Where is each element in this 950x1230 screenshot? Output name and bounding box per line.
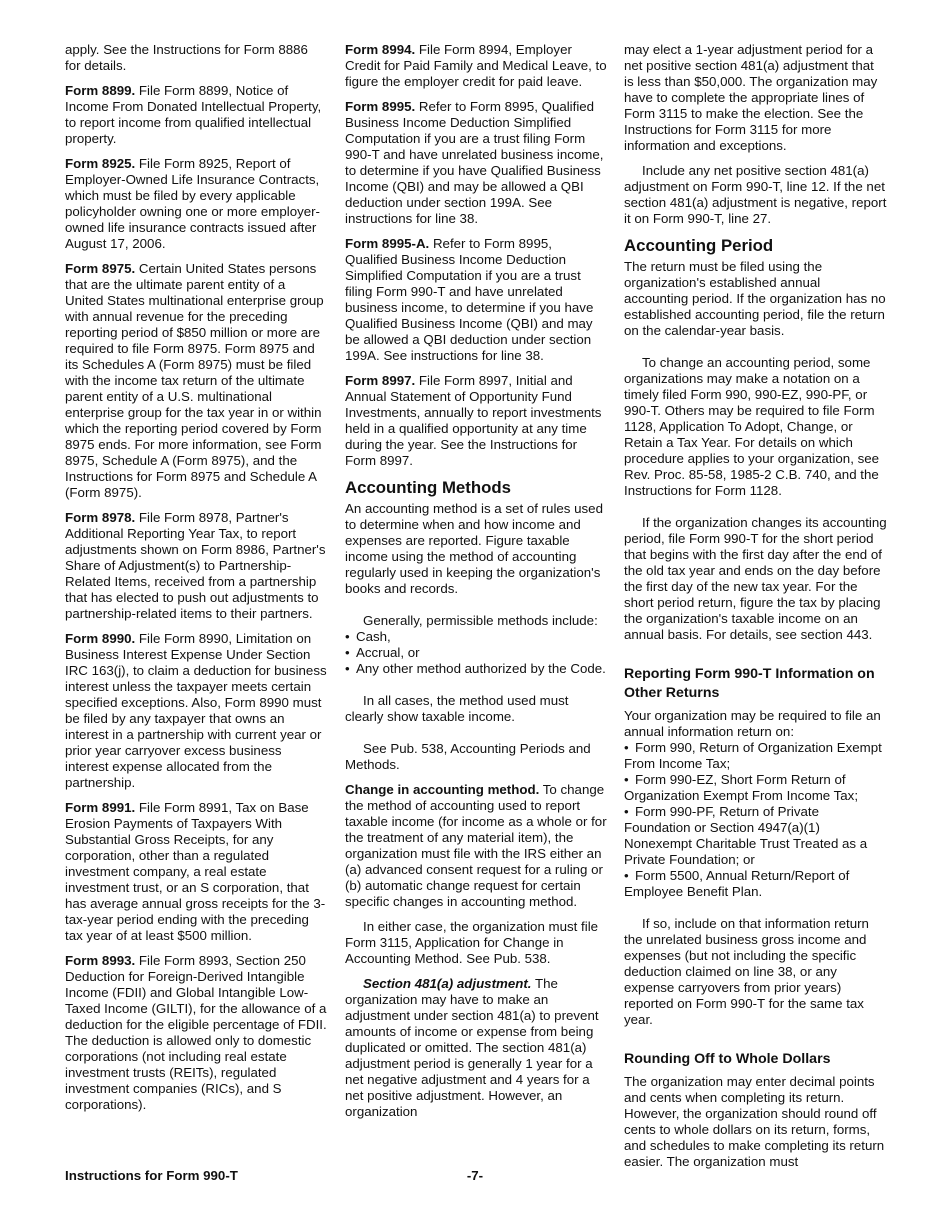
form-8995a-entry bbox=[345, 236, 608, 364]
form-8995-entry bbox=[345, 99, 608, 227]
bullet-item: • Accrual, or bbox=[345, 645, 608, 661]
rounding-heading: Rounding Off to Whole Dollars bbox=[624, 1051, 831, 1067]
paragraph: Your organization may be required to file an annual information return on: bbox=[624, 708, 881, 739]
entry-text: File Form 8997, Initial and Annual Statement of Opportunity Fund Investments, annually to report investments held in a qualified opportunity at any time during the year. See the Instructions for Form 8997. bbox=[345, 373, 602, 468]
footer-form-title: Instructions for Form 990-T bbox=[65, 1168, 238, 1183]
form-8997-entry bbox=[345, 373, 608, 469]
entry-title: Form 8991. bbox=[65, 800, 136, 815]
entry-text: File Form 8994, Employer Credit for Paid Family and Medical Leave, to figure the employer credit for paid leave. bbox=[345, 42, 607, 89]
entry-title: Form 8995. bbox=[345, 99, 416, 114]
entry-text: To change the method of accounting used to report taxable income (for income as a whole or for the treatment of any material item), the organization must file with the IRS either an (a) advanced consent request for a ruling or (b) automatic change request for certain specific changes in accounting method. bbox=[345, 782, 607, 909]
entry-text: File Form 8990, Limitation on Business Interest Expense Under Section IRC 163(j), to claim a deduction for business interest unless the taxpayer meets certain specified exceptions. Also, Form 8990 must be filed by any taxpayer that owns an interest in a partnership with current year or prior year carryover excess business interest expense allocated from the partnership. bbox=[65, 631, 327, 790]
column-2 bbox=[345, 42, 608, 1129]
bullet-item: • Form 5500, Annual Return/Report of Employee Benefit Plan. bbox=[624, 868, 887, 900]
bullet-item: • Form 990, Return of Organization Exempt From Income Tax; bbox=[624, 740, 887, 772]
entry-text: File Form 8978, Partner's Additional Reporting Year Tax, to report adjustments shown on Form 8986, Partner's Share of Adjustment(s) to Partnership-Related Items, received from a partnership that has elected to push out adjustments to partnership-related items to their partners. bbox=[65, 510, 326, 621]
entry-title: Form 8995-A. bbox=[345, 236, 430, 251]
accounting-period-heading: Accounting Period bbox=[624, 236, 774, 255]
form-8925-entry bbox=[65, 156, 327, 252]
entry-text: Refer to Form 8995, Qualified Business Income Deduction Simplified Computation if you are a trust filing Form 990-T and have unrelated business income, to determine if you have Qualified Business Income (QBI) and may be allowed a QBI deduction under section 199A. See instructions for line 38. bbox=[345, 99, 604, 226]
entry-title: Form 8993. bbox=[65, 953, 136, 968]
entry-title: Form 8925. bbox=[65, 156, 136, 171]
form-8990-entry bbox=[65, 631, 327, 791]
entry-title: Form 8990. bbox=[65, 631, 136, 646]
entry-title: Form 8997. bbox=[345, 373, 416, 388]
bullet-item: • Form 990-EZ, Short Form Return of Organization Exempt From Income Tax; bbox=[624, 772, 887, 804]
entry-text: Certain United States persons that are the ultimate parent entity of a United States multinational enterprise group with annual revenue for the preceding reporting period of $850 million or more are required to file Form 8975. Form 8975 and its Schedules A (Form 8975) must be filed with the income tax return of the ultimate parent entity of a U.S. multinational enterprise group for the tax year in or within which the reporting period covered by Form 8975 ends. For more information, see Form 8975, Schedule A (Form 8975), and the Instructions for Form 8975 and Schedule A (Form 8975). bbox=[65, 261, 324, 500]
paragraph: Generally, permissible methods include: bbox=[363, 613, 598, 628]
paragraph: apply. See the Instructions for Form 8886 for details. bbox=[65, 42, 308, 73]
entry-title: Form 8994. bbox=[345, 42, 416, 57]
form-8994-entry bbox=[345, 42, 608, 90]
entry-title: Form 8975. bbox=[65, 261, 136, 276]
entry-title: Section 481(a) adjustment. bbox=[363, 976, 532, 991]
form-8978-entry bbox=[65, 510, 327, 622]
form-8975-entry bbox=[65, 261, 327, 501]
entry-text: File Form 8991, Tax on Base Erosion Payments of Taxpayers With Substantial Gross Receipts, for any corporation, other than a regulated investment company, a real estate investment trust, or an S corporation, that has average annual gross receipts for the 3-tax-year period ending with the preceding tax year of at least $500 million. bbox=[65, 800, 326, 943]
entry-text: File Form 8899, Notice of Income From Donated Intellectual Property, to report income from qualified intellectual property. bbox=[65, 83, 322, 146]
bullet-item: • Form 990-PF, Return of Private Foundation or Section 4947(a)(1) Nonexempt Charitable Trust Treated as a Private Foundation; or bbox=[624, 804, 887, 868]
form-8993-entry bbox=[65, 953, 327, 1113]
entry-text: Refer to Form 8995, Qualified Business Income Deduction Simplified Computation if you are a trust filing Form 990-T and have unrelated business income, to determine if you have Qualified Business Income (QBI) and may be allowed a QBI deduction under section 199A. See instructions for line 38. bbox=[345, 236, 594, 363]
paragraph: The organization may enter decimal points and cents when completing its return. However, the organization should round off cents to whole dollars on its return, forms, and schedules to make completing its return easier. The organization must bbox=[624, 1074, 885, 1169]
entry-text: File Form 8993, Section 250 Deduction for Foreign-Derived Intangible Income (FDII) and Global Intangible Low-Taxed Income (GILTI), for the allowance of a deduction for the eligible percentage of FDII. The deduction is allowed only to domestic corporations (not including real estate investment trusts (REITs), regulated investment companies (RICs), and S corporations). bbox=[65, 953, 327, 1112]
section-481-entry bbox=[345, 976, 608, 1120]
column-1 bbox=[65, 42, 327, 1122]
entry-title: Change in accounting method. bbox=[345, 782, 540, 797]
form-8991-entry bbox=[65, 800, 327, 944]
paragraph: In either case, the organization must file Form 3115, Application for Change in Accounting Method. See Pub. 538. bbox=[345, 919, 599, 966]
paragraph: See Pub. 538, Accounting Periods and Methods. bbox=[345, 741, 591, 772]
entry-title: Form 8978. bbox=[65, 510, 136, 525]
change-method-entry bbox=[345, 782, 608, 910]
page-number: -7- bbox=[466, 1168, 484, 1183]
paragraph: An accounting method is a set of rules used to determine when and how income and expenses are reported. Figure taxable income using the method of accounting regularly used in keeping the organization's books and records. bbox=[345, 501, 603, 596]
paragraph: If the organization changes its accounting period, file Form 990-T for the short period that begins with the first day after the end of the old tax year and ends on the day before the first day of the new tax year. For the short period return, figure the tax by placing the organization's taxable income on an annual basis. For details, see section 443. bbox=[624, 515, 887, 642]
paragraph: Include any net positive section 481(a) adjustment on Form 990-T, line 12. If the net section 481(a) adjustment is negative, report it on Form 990-T, line 27. bbox=[624, 163, 887, 226]
entry-title: Form 8899. bbox=[65, 83, 136, 98]
accounting-methods-heading: Accounting Methods bbox=[345, 478, 511, 497]
entry-text: File Form 8925, Report of Employer-Owned Life Insurance Contracts, which must be filed by every applicable policyholder owning one or more employer-owned life insurance contracts issued after August 17, 2006. bbox=[65, 156, 320, 251]
paragraph: In all cases, the method used must clearly show taxable income. bbox=[345, 693, 569, 724]
entry-text: The organization may have to make an adjustment under section 481(a) to prevent amounts of income or expense from being duplicated or omitted. The section 481(a) adjustment period is generally 1 year for a net negative adjustment and 4 years for a net positive adjustment. However, an organization bbox=[345, 976, 599, 1119]
reporting-heading: Reporting Form 990-T Information on Other Returns bbox=[624, 666, 875, 701]
bullet-item: • Any other method authorized by the Code. bbox=[345, 661, 608, 677]
paragraph: To change an accounting period, some organizations may make a notation on a timely filed Form 990, 990-EZ, 990-PF, or 990-T. Others may be required to file Form 1128, Application To Adopt, Change, or Retain a Tax Year. For details on which procedure applies to your organization, see Rev. Proc. 85-58, 1985-2 C.B. 740, and the Instructions for Form 1128. bbox=[624, 355, 880, 498]
paragraph: If so, include on that information return the unrelated business gross income and expenses (but not including the specific deduction claimed on line 38, or any expense carryovers from prior years) reported on Form 990-T for the same tax year. bbox=[624, 916, 869, 1027]
column-3 bbox=[624, 42, 887, 1179]
paragraph: The return must be filed using the organization's established annual accounting period. If the organization has no established accounting period, file the return on the calendar-year basis. bbox=[624, 259, 886, 338]
form-8899-entry bbox=[65, 83, 327, 147]
paragraph: may elect a 1-year adjustment period for a net positive section 481(a) adjustment that is less than $50,000. The organization may have to complete the appropriate lines of Form 3115 to make the election. See the Instructions for Form 3115 for more information and exceptions. bbox=[624, 42, 878, 153]
bullet-item: • Cash, bbox=[345, 629, 608, 645]
